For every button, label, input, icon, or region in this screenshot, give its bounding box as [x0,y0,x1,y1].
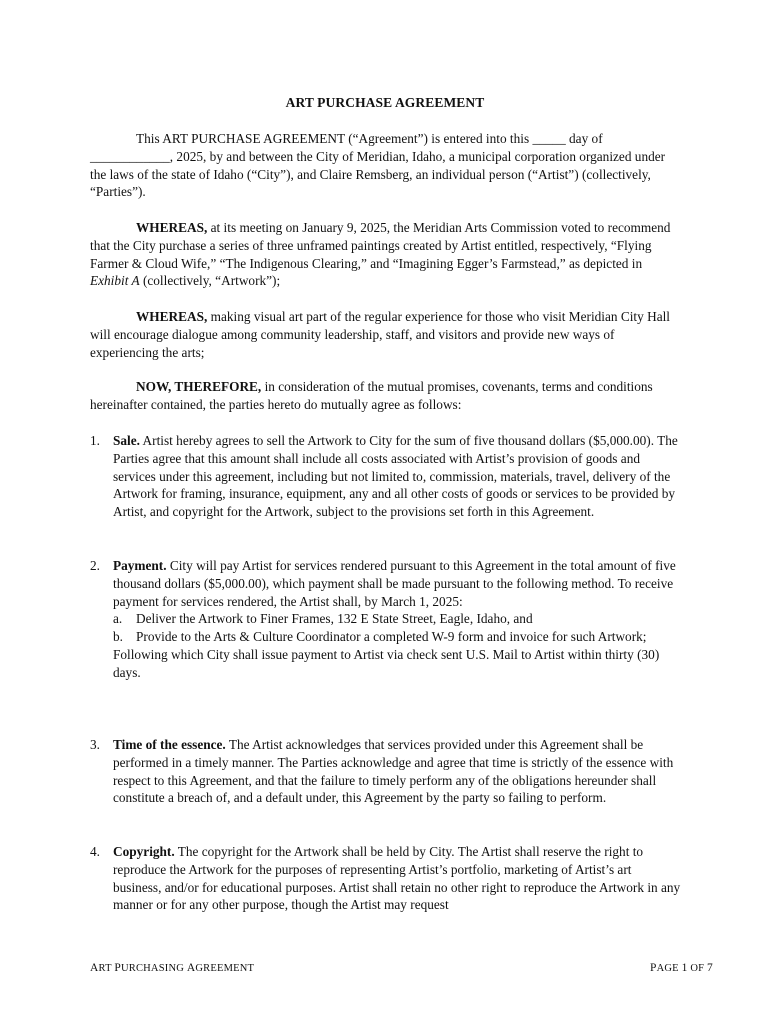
section-number: 3. [90,737,100,752]
page-number: 1 [681,962,688,974]
section-heading: Payment. [113,558,167,573]
footer-text: RT [98,963,115,974]
subitem-letter: b. [113,629,123,645]
subitem-b [113,628,682,646]
section-sale [90,432,682,521]
whereas-lead-2: WHEREAS, [136,309,208,324]
section-heading: Copyright. [113,844,175,859]
section-text: The Artist acknowledges that services provided under this Agreement shall be performed in a timely manner. The Parties acknowledge and agree that time is strictly of the essence with respect to this Agreement, and that the failure to timely perform any of the obligations hereunder shall constitute a breach of, and a default under, this Agreement by the party so failing to perform. [113,737,674,806]
footer-text: AGE [656,963,682,974]
whereas-paragraph-1 [90,219,682,290]
section-heading: Sale. [113,433,140,448]
footer-page-number [650,962,713,974]
now-therefore-text: in consideration of the mutual promises, covenants, terms and conditions hereinafter contained, the parties hereto do mutually agree as follows: [90,379,653,412]
section-number: 4. [90,844,100,859]
subitem-text: Provide to the Arts & Culture Coordinator a completed W-9 form and invoice for such Artwork; [136,629,647,645]
section-number: 1. [90,433,100,448]
footer-text: P [649,962,657,974]
footer-text: GREEMENT [195,963,255,974]
footer-text: A [90,962,99,974]
section-payment [90,557,682,682]
whereas-paragraph-2 [90,308,682,361]
footer-text: A [186,962,196,974]
subitem-letter: a. [113,611,123,627]
intro-paragraph: This ART PURCHASE AGREEMENT (“Agreement”) is entered into this _____ day of ____________, 2025, by and between the City of Meridian, Idaho, a municipal corporation organized under the laws of the state of Idaho (“City”), and Claire Remsberg, an individual person (“Artist”) (collectively, “Parties”). [90,131,666,200]
section-heading: Time of the essence. [113,737,226,752]
subitem-text: Deliver the Artwork to Finer Frames, 132 E State Street, Eagle, Idaho, and [136,611,533,627]
section-time-of-essence [90,736,682,807]
now-therefore-paragraph [90,378,682,414]
section-copyright [90,843,682,914]
footer-text: P [114,962,121,974]
exhibit-a-reference: Exhibit A [90,273,140,289]
whereas-text-1: at its meeting on January 9, 2025, the Meridian Arts Commission voted to recommend that the City purchase a series of three unframed paintings created by Artist entitled, respectively, “Flying Farmer & Cloud Wife,” “The Indigenous Clearing,” and “Imagining Egger’s Farmstead,” as depicted in [90,220,671,271]
whereas-tail-1: (collectively, “Artwork”); [139,273,281,289]
section-text: City will pay Artist for services rendered pursuant to this Agreement in the total amount of five thousand dollars ($5,000.00), which payment shall be made pursuant to the following method. To receive payment for services rendered, the Artist shall, by March 1, 2025: [113,558,676,609]
section-number: 2. [90,558,100,573]
now-therefore-lead: NOW, THEREFORE, [136,379,262,394]
section-text: The copyright for the Artwork shall be held by City. The Artist shall reserve the right to reproduce the Artwork for the purposes of representing Artist’s portfolio, marketing of Artist’s art business, and/or for educational purposes. Artist shall retain no other right to reproduce the Artwork in any manner or for any other purpose, though the Artist may request [113,844,681,913]
payment-closing-text: Following which City shall issue payment to Artist via check sent U.S. Mail to Artist within thirty (30) days. [113,646,660,680]
section-text: Artist hereby agrees to sell the Artwork to City for the sum of five thousand dollars ($5,000.00). The Parties agree that this amount shall include all costs associated with Artist’s provision of goods and services under this agreement, including but not limited to, commission, materials, travel, delivery of the Artwork for framing, insurance, equipment, any and all other costs of goods or services to be provided by Artist, and copyright for the Artwork, subject to the provisions set forth in this Agreement. [113,433,678,520]
document-title: ART PURCHASE AGREEMENT [285,95,485,110]
page-total: 7 [707,962,713,974]
whereas-lead-1: WHEREAS, [136,220,208,235]
subitem-a [113,610,682,628]
whereas-text-2: making visual art part of the regular experience for those who visit Meridian City Hall will encourage dialogue among community leadership, staff, and visitors and provide new ways of experiencing the arts; [90,309,670,360]
footer-document-name [90,962,254,974]
footer-text: URCHASING [120,963,187,974]
footer-text: OF [687,963,708,974]
